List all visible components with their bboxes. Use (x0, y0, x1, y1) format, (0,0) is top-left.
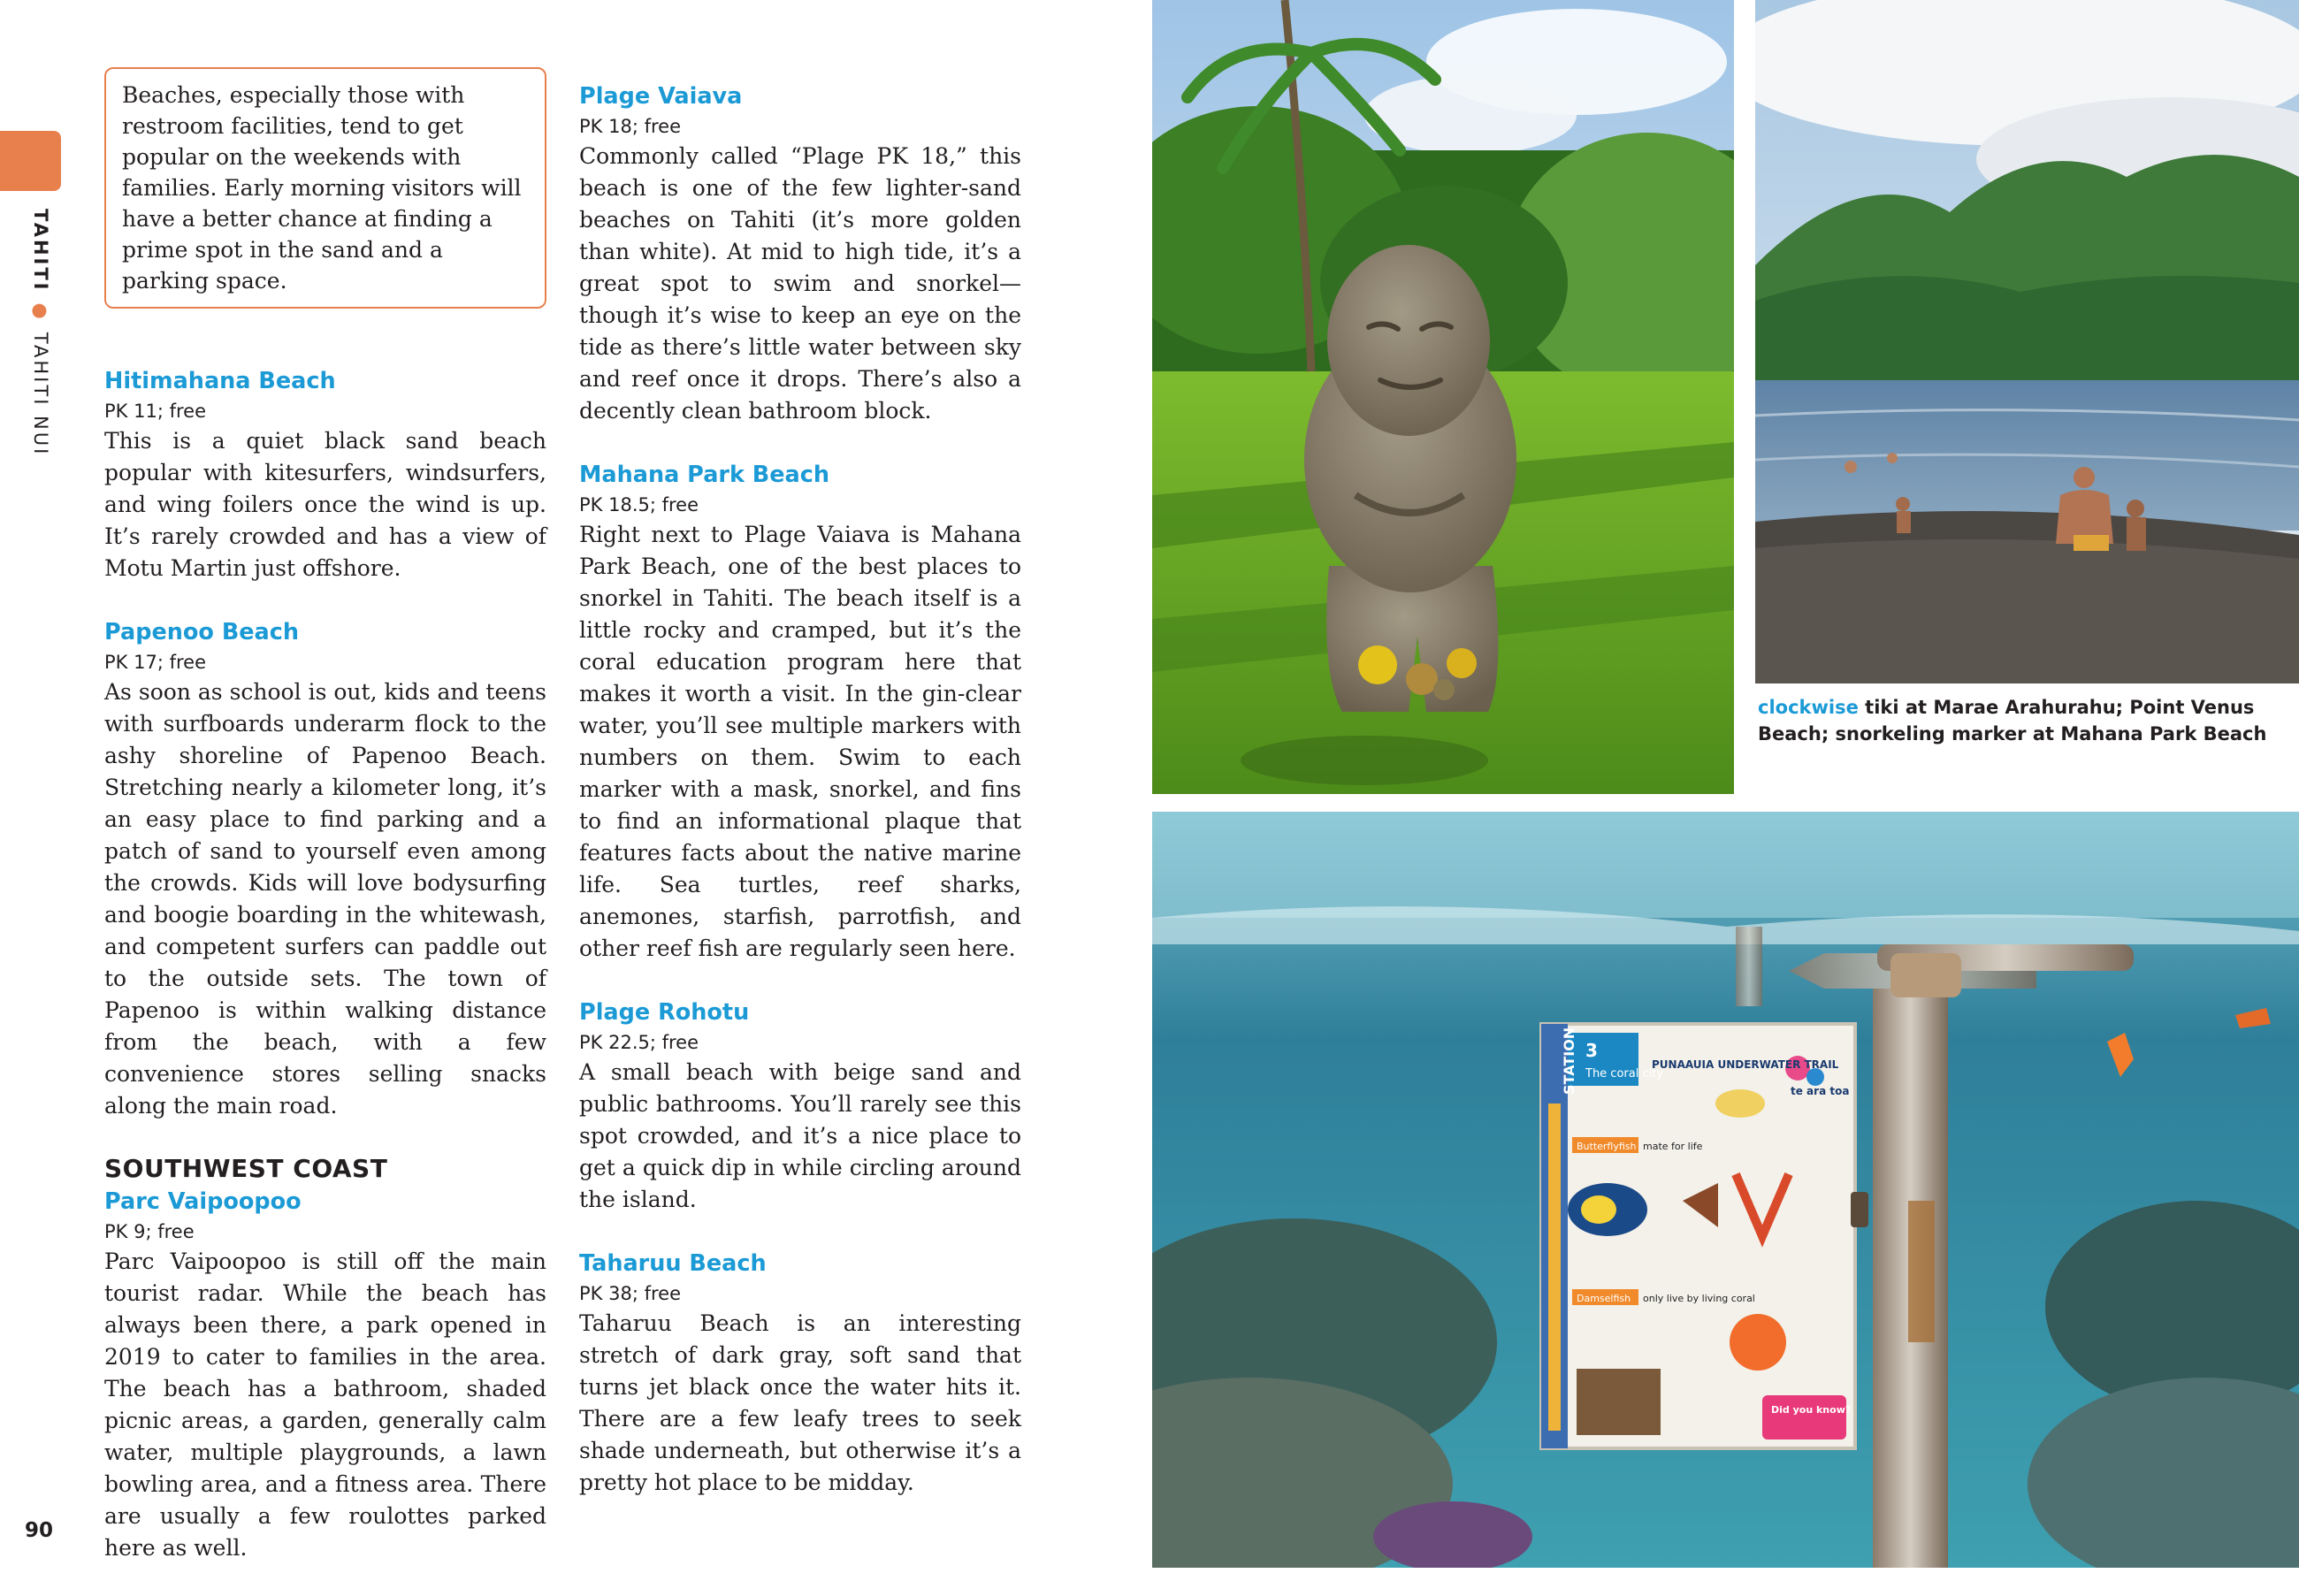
chapter-label: TAHITI (30, 209, 51, 293)
listing-meta: PK 22.5; free (579, 1032, 699, 1053)
listing-body: Taharuu Beach is an interesting stretch of dark gray, soft sand that turns jet black once the water hits it. There are a few leafy trees to seek shade underneath, but otherwise it’s a pretty hot place to be midday. (579, 1310, 1021, 1495)
sign-fish2-note: only live by living coral (1643, 1293, 1755, 1304)
listing-meta: PK 38; free (579, 1283, 681, 1304)
listing-entry (579, 1248, 1021, 1499)
listing-meta: PK 9; free (104, 1221, 195, 1242)
listing-meta: PK 11; free (104, 401, 206, 422)
tip-box (104, 67, 546, 309)
listing-entry (104, 365, 546, 584)
listing-entry (579, 80, 1021, 427)
underwater-illustration (1152, 812, 2299, 1568)
tiki-illustration (1152, 0, 1734, 794)
listing-entry (579, 459, 1021, 965)
page-number: 90 (25, 1519, 54, 1542)
caption-text: tiki at Marae Arahurahu; Point Venus Beach; snorkeling marker at Mahana Park Beach (1758, 697, 2267, 745)
sign-place: The coral city (1585, 1067, 1664, 1081)
sign-tip-title: Did you know? (1771, 1404, 1852, 1416)
listing-meta: PK 18.5; free (579, 494, 699, 515)
listing-meta: PK 17; free (104, 652, 206, 673)
sign-trail: PUNAAUIA UNDERWATER TRAIL (1652, 1058, 1839, 1071)
separator-dot: ● (30, 302, 51, 322)
listing-title: Papenoo Beach (104, 619, 300, 645)
listing-title: Taharuu Beach (579, 1250, 767, 1277)
sign-fish1-note: mate for life (1643, 1141, 1703, 1152)
sign-station-word: STATION (1561, 1027, 1577, 1095)
caption-lead: clockwise (1758, 697, 1859, 718)
text-column-right (579, 80, 1021, 1531)
running-header (30, 209, 51, 456)
listing-title: Parc Vaipoopoo (104, 1188, 302, 1215)
listing-title: Plage Vaiava (579, 83, 743, 110)
sign-number: 3 (1585, 1040, 1598, 1061)
sign-fish1-tag: Butterflyfish (1577, 1141, 1637, 1152)
listing-entry (104, 1186, 546, 1564)
chapter-tab (0, 131, 61, 191)
sign-fish2-tag: Damselfish (1577, 1293, 1631, 1304)
tiki-photo (1152, 0, 1734, 794)
listing-title: Plage Rohotu (579, 999, 750, 1026)
listing-body: A small beach with beige sand and public bathrooms. You’ll rarely see this spot crowded, and it’s a nice place to get a quick dip in while circling around the island. (579, 1059, 1021, 1212)
listing-entry (104, 616, 546, 1122)
photo-caption (1758, 694, 2288, 747)
text-column-left (104, 73, 546, 1596)
marker-sign (1541, 1024, 1855, 1448)
listing-title: Mahana Park Beach (579, 462, 830, 488)
listing-body: This is a quiet black sand beach popular with kitesurfers, windsurfers, and wing foilers once the wind is up. It’s rarely crowded and has a view of Motu Martin just offshore. (104, 428, 546, 581)
listing-meta: PK 18; free (579, 116, 681, 137)
listing-body: Commonly called “Plage PK 18,” this beach is one of the few lighter-sand beaches on Tahiti (it’s more golden than white). At mid to high tide, it’s a great spot to swim and snorkel—though it’s wise to keep an eye on the tide as there’s little water between sky and reef once it drops. There’s also a decently clean bathroom block. (579, 143, 1021, 424)
section-heading: SOUTHWEST COAST (104, 1154, 388, 1183)
listing-title: Hitimahana Beach (104, 368, 336, 394)
listing-body: As soon as school is out, kids and teens with surfboards underarm flock to the ashy shoreline of Papenoo Beach. Stretching nearly a kilometer long, it’s an easy place to find parking and a patch of sand to yourself even among the crowds. Kids will love bodysurfing and boogie boarding in the whitewash, and competent surfers can paddle out to the outside sets. The town of Papenoo is within walking distance from the beach, with a few convenience stores selling snacks along the main road. (104, 679, 546, 1119)
snorkel-marker-photo (1152, 812, 2299, 1568)
sign-brand: te ara toa (1791, 1085, 1850, 1097)
beach-photo (1755, 0, 2299, 683)
listing-body: Parc Vaipoopoo is still off the main tourist radar. While the beach has always been there, a park opened in 2019 to cater to families in the area. The beach has a bathroom, shaded picnic areas, a garden, generally calm water, multiple playgrounds, a lawn bowling area, and a fitness area. There are usually a few roulottes parked here as well. (104, 1249, 546, 1561)
section-label: TAHITI NUI (30, 332, 51, 457)
beach-illustration (1755, 0, 2299, 683)
listing-body: Right next to Plage Vaiava is Mahana Park Beach, one of the best places to snorkel in Tahiti. The beach itself is a little rocky and cramped, but it’s the coral education program here that makes it worth a visit. In the gin-clear water, you’ll see multiple markers with numbers on them. Swim to each marker with a mask, snorkel, and fins to find an informational plaque that features facts about the native marine life. Sea turtles, reef sharks, anemones, starfish, parrotfish, and other reef fish are regularly seen here. (579, 522, 1021, 961)
tip-text: Beaches, especially those with restroom facilities, tend to get popular on the weekends with families. Early morning visitors will have a better chance at finding a prime spot in the sand and a parking space. (122, 82, 522, 294)
listing-entry (579, 997, 1021, 1216)
